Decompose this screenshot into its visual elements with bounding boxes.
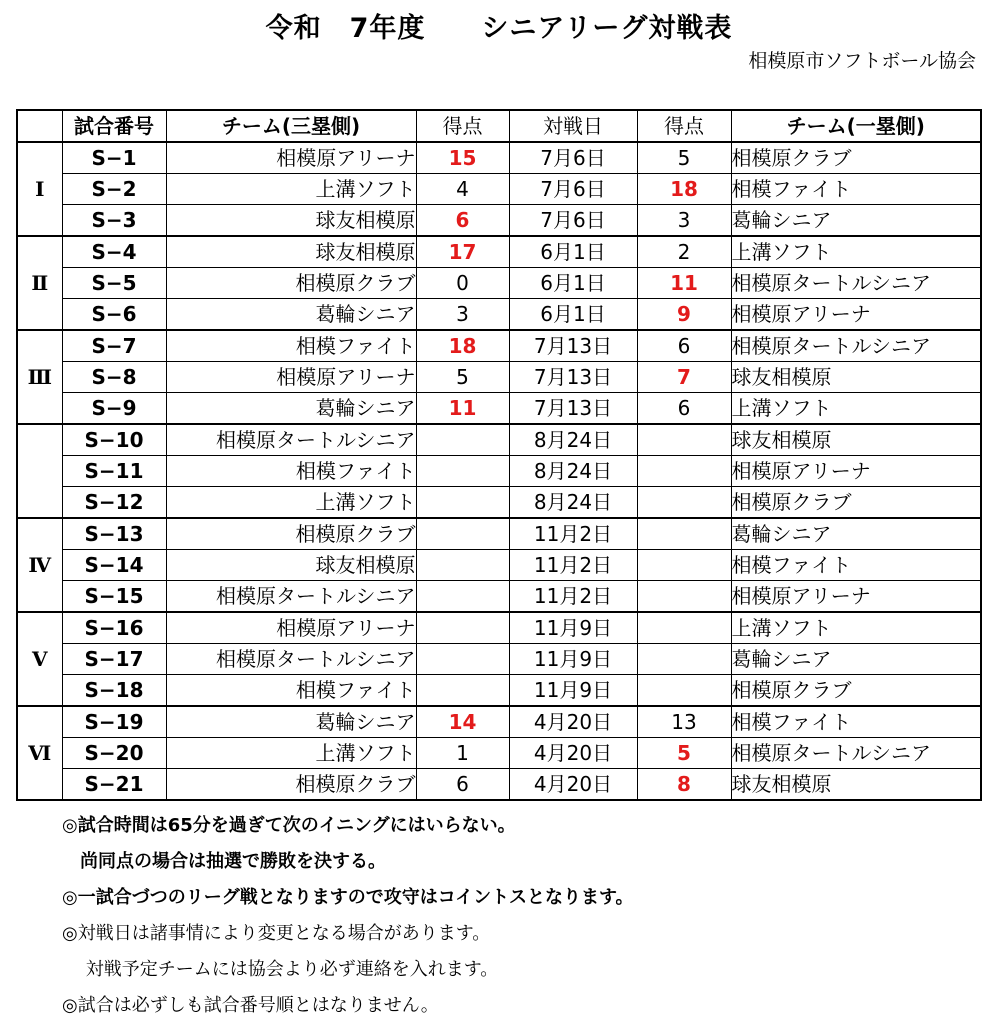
home-score: 0 [416,268,509,299]
away-team: 相模原クラブ [731,487,981,519]
table-row [17,612,981,644]
away-score: 9 [637,299,731,331]
home-score [416,550,509,581]
match-date: 7月13日 [509,393,637,425]
header-period [17,110,62,142]
away-team: 相模ファイト [731,174,981,205]
home-score [416,518,509,550]
table-row [17,456,981,487]
match-date: 6月1日 [509,268,637,299]
away-team: 相模原アリーナ [731,299,981,331]
home-score [416,644,509,675]
period-label: Ⅵ [17,706,62,800]
header-date: 対戦日 [509,110,637,142]
table-row [17,299,981,331]
home-team: 葛輪シニア [166,299,416,331]
away-team: 相模原クラブ [731,675,981,707]
table-row [17,706,981,738]
home-score: 5 [416,362,509,393]
game-number: S−13 [62,518,166,550]
table-row [17,738,981,769]
table-row [17,393,981,425]
match-date: 11月2日 [509,581,637,613]
table-row [17,550,981,581]
period-label: Ⅳ [17,518,62,612]
away-score [637,612,731,644]
note-line: ◎試合時間は65分を過ぎて次のイニングにはいらない。 [62,815,516,836]
match-date: 4月20日 [509,706,637,738]
home-score [416,581,509,613]
away-score: 6 [637,330,731,362]
away-score: 13 [637,706,731,738]
schedule-body [17,142,981,800]
note-line: 対戦予定チームには協会より必ず連絡を入れます。 [62,959,499,980]
home-team: 球友相模原 [166,205,416,237]
away-score: 7 [637,362,731,393]
match-date: 11月9日 [509,644,637,675]
away-team: 上溝ソフト [731,236,981,268]
away-score: 8 [637,769,731,801]
header-home-score: 得点 [416,110,509,142]
away-score: 18 [637,174,731,205]
away-score [637,487,731,519]
home-team: 相模原クラブ [166,518,416,550]
match-date: 11月2日 [509,518,637,550]
header-away-score: 得点 [637,110,731,142]
away-team: 相模原タートルシニア [731,268,981,299]
away-score [637,581,731,613]
match-date: 4月20日 [509,769,637,801]
home-team: 葛輪シニア [166,706,416,738]
home-team: 相模原タートルシニア [166,581,416,613]
home-team: 相模原タートルシニア [166,424,416,456]
away-team: 相模原アリーナ [731,456,981,487]
away-score [637,550,731,581]
home-score [416,424,509,456]
header-home-team: チーム(三塁側) [166,110,416,142]
away-team: 相模ファイト [731,706,981,738]
table-row [17,487,981,519]
table-row [17,518,981,550]
table-row [17,644,981,675]
home-team: 球友相模原 [166,236,416,268]
match-date: 11月9日 [509,612,637,644]
home-score: 11 [416,393,509,425]
away-score: 3 [637,205,731,237]
away-team: 相模原タートルシニア [731,330,981,362]
match-date: 6月1日 [509,299,637,331]
table-row [17,174,981,205]
schedule-table [16,109,982,801]
game-number: S−14 [62,550,166,581]
home-score: 1 [416,738,509,769]
match-date: 7月13日 [509,362,637,393]
away-score [637,424,731,456]
home-score [416,487,509,519]
notes-section [62,808,982,1024]
table-row [17,769,981,801]
home-score: 3 [416,299,509,331]
home-team: 上溝ソフト [166,174,416,205]
home-team: 相模原アリーナ [166,142,416,174]
game-number: S−19 [62,706,166,738]
match-date: 11月9日 [509,675,637,707]
header-row [17,110,981,142]
home-score [416,675,509,707]
away-score [637,644,731,675]
header-away-team: チーム(一塁側) [731,110,981,142]
home-team: 相模ファイト [166,330,416,362]
match-date: 7月6日 [509,174,637,205]
match-date: 6月1日 [509,236,637,268]
period-label: Ⅰ [17,142,62,236]
home-score: 17 [416,236,509,268]
home-score: 4 [416,174,509,205]
game-number: S−9 [62,393,166,425]
home-team: 相模ファイト [166,675,416,707]
game-number: S−6 [62,299,166,331]
game-number: S−20 [62,738,166,769]
match-date: 8月24日 [509,456,637,487]
home-score: 15 [416,142,509,174]
home-team: 相模原タートルシニア [166,644,416,675]
away-score: 6 [637,393,731,425]
away-team: 葛輪シニア [731,518,981,550]
period-label: Ⅴ [17,612,62,706]
game-number: S−18 [62,675,166,707]
game-number: S−12 [62,487,166,519]
away-score [637,675,731,707]
game-number: S−2 [62,174,166,205]
game-number: S−15 [62,581,166,613]
away-team: 相模ファイト [731,550,981,581]
game-number: S−4 [62,236,166,268]
table-row [17,424,981,456]
home-team: 球友相模原 [166,550,416,581]
away-team: 球友相模原 [731,424,981,456]
match-date: 8月24日 [509,424,637,456]
table-row [17,236,981,268]
note-line: ◎対戦日は諸事情により変更となる場合があります。 [62,923,491,944]
game-number: S−10 [62,424,166,456]
note-line: 尚同点の場合は抽選で勝敗を決する。 [62,851,386,872]
home-score [416,456,509,487]
away-score: 5 [637,738,731,769]
table-row [17,362,981,393]
match-date: 8月24日 [509,487,637,519]
game-number: S−3 [62,205,166,237]
away-team: 相模原タートルシニア [731,738,981,769]
table-row [17,142,981,174]
match-date: 7月13日 [509,330,637,362]
period-label: Ⅱ [17,236,62,330]
game-number: S−8 [62,362,166,393]
game-number: S−7 [62,330,166,362]
home-team: 上溝ソフト [166,738,416,769]
home-team: 葛輪シニア [166,393,416,425]
match-date: 11月2日 [509,550,637,581]
away-team: 上溝ソフト [731,393,981,425]
game-number: S−5 [62,268,166,299]
table-row [17,268,981,299]
organization-name: 相模原市ソフトボール協会 [748,50,976,72]
period-label: Ⅲ [17,330,62,424]
period-label [17,424,62,518]
away-score: 2 [637,236,731,268]
header-game-number: 試合番号 [62,110,166,142]
away-team: 相模原クラブ [731,142,981,174]
home-team: 相模原アリーナ [166,362,416,393]
home-team: 上溝ソフト [166,487,416,519]
match-date: 7月6日 [509,142,637,174]
game-number: S−17 [62,644,166,675]
home-team: 相模原クラブ [166,769,416,801]
home-score: 14 [416,706,509,738]
note-line: ◎試合は必ずしも試合番号順とはなりません。 [62,995,439,1016]
table-row [17,581,981,613]
home-score: 6 [416,205,509,237]
away-team: 葛輪シニア [731,205,981,237]
game-number: S−1 [62,142,166,174]
game-number: S−11 [62,456,166,487]
away-team: 球友相模原 [731,769,981,801]
home-team: 相模ファイト [166,456,416,487]
home-team: 相模原クラブ [166,268,416,299]
table-row [17,330,981,362]
page-title: 令和 7年度 シニアリーグ対戦表 [265,13,733,44]
away-team: 上溝ソフト [731,612,981,644]
away-score: 5 [637,142,731,174]
away-team: 葛輪シニア [731,644,981,675]
note-line: ◎一試合づつのリーグ戦となりますので攻守はコイントスとなります。 [62,887,634,908]
away-team: 相模原アリーナ [731,581,981,613]
away-score: 11 [637,268,731,299]
home-team: 相模原アリーナ [166,612,416,644]
match-date: 4月20日 [509,738,637,769]
match-date: 7月6日 [509,205,637,237]
away-team: 球友相模原 [731,362,981,393]
table-row [17,205,981,237]
home-score [416,612,509,644]
home-score: 18 [416,330,509,362]
away-score [637,518,731,550]
game-number: S−21 [62,769,166,801]
game-number: S−16 [62,612,166,644]
away-score [637,456,731,487]
home-score: 6 [416,769,509,801]
table-row [17,675,981,707]
